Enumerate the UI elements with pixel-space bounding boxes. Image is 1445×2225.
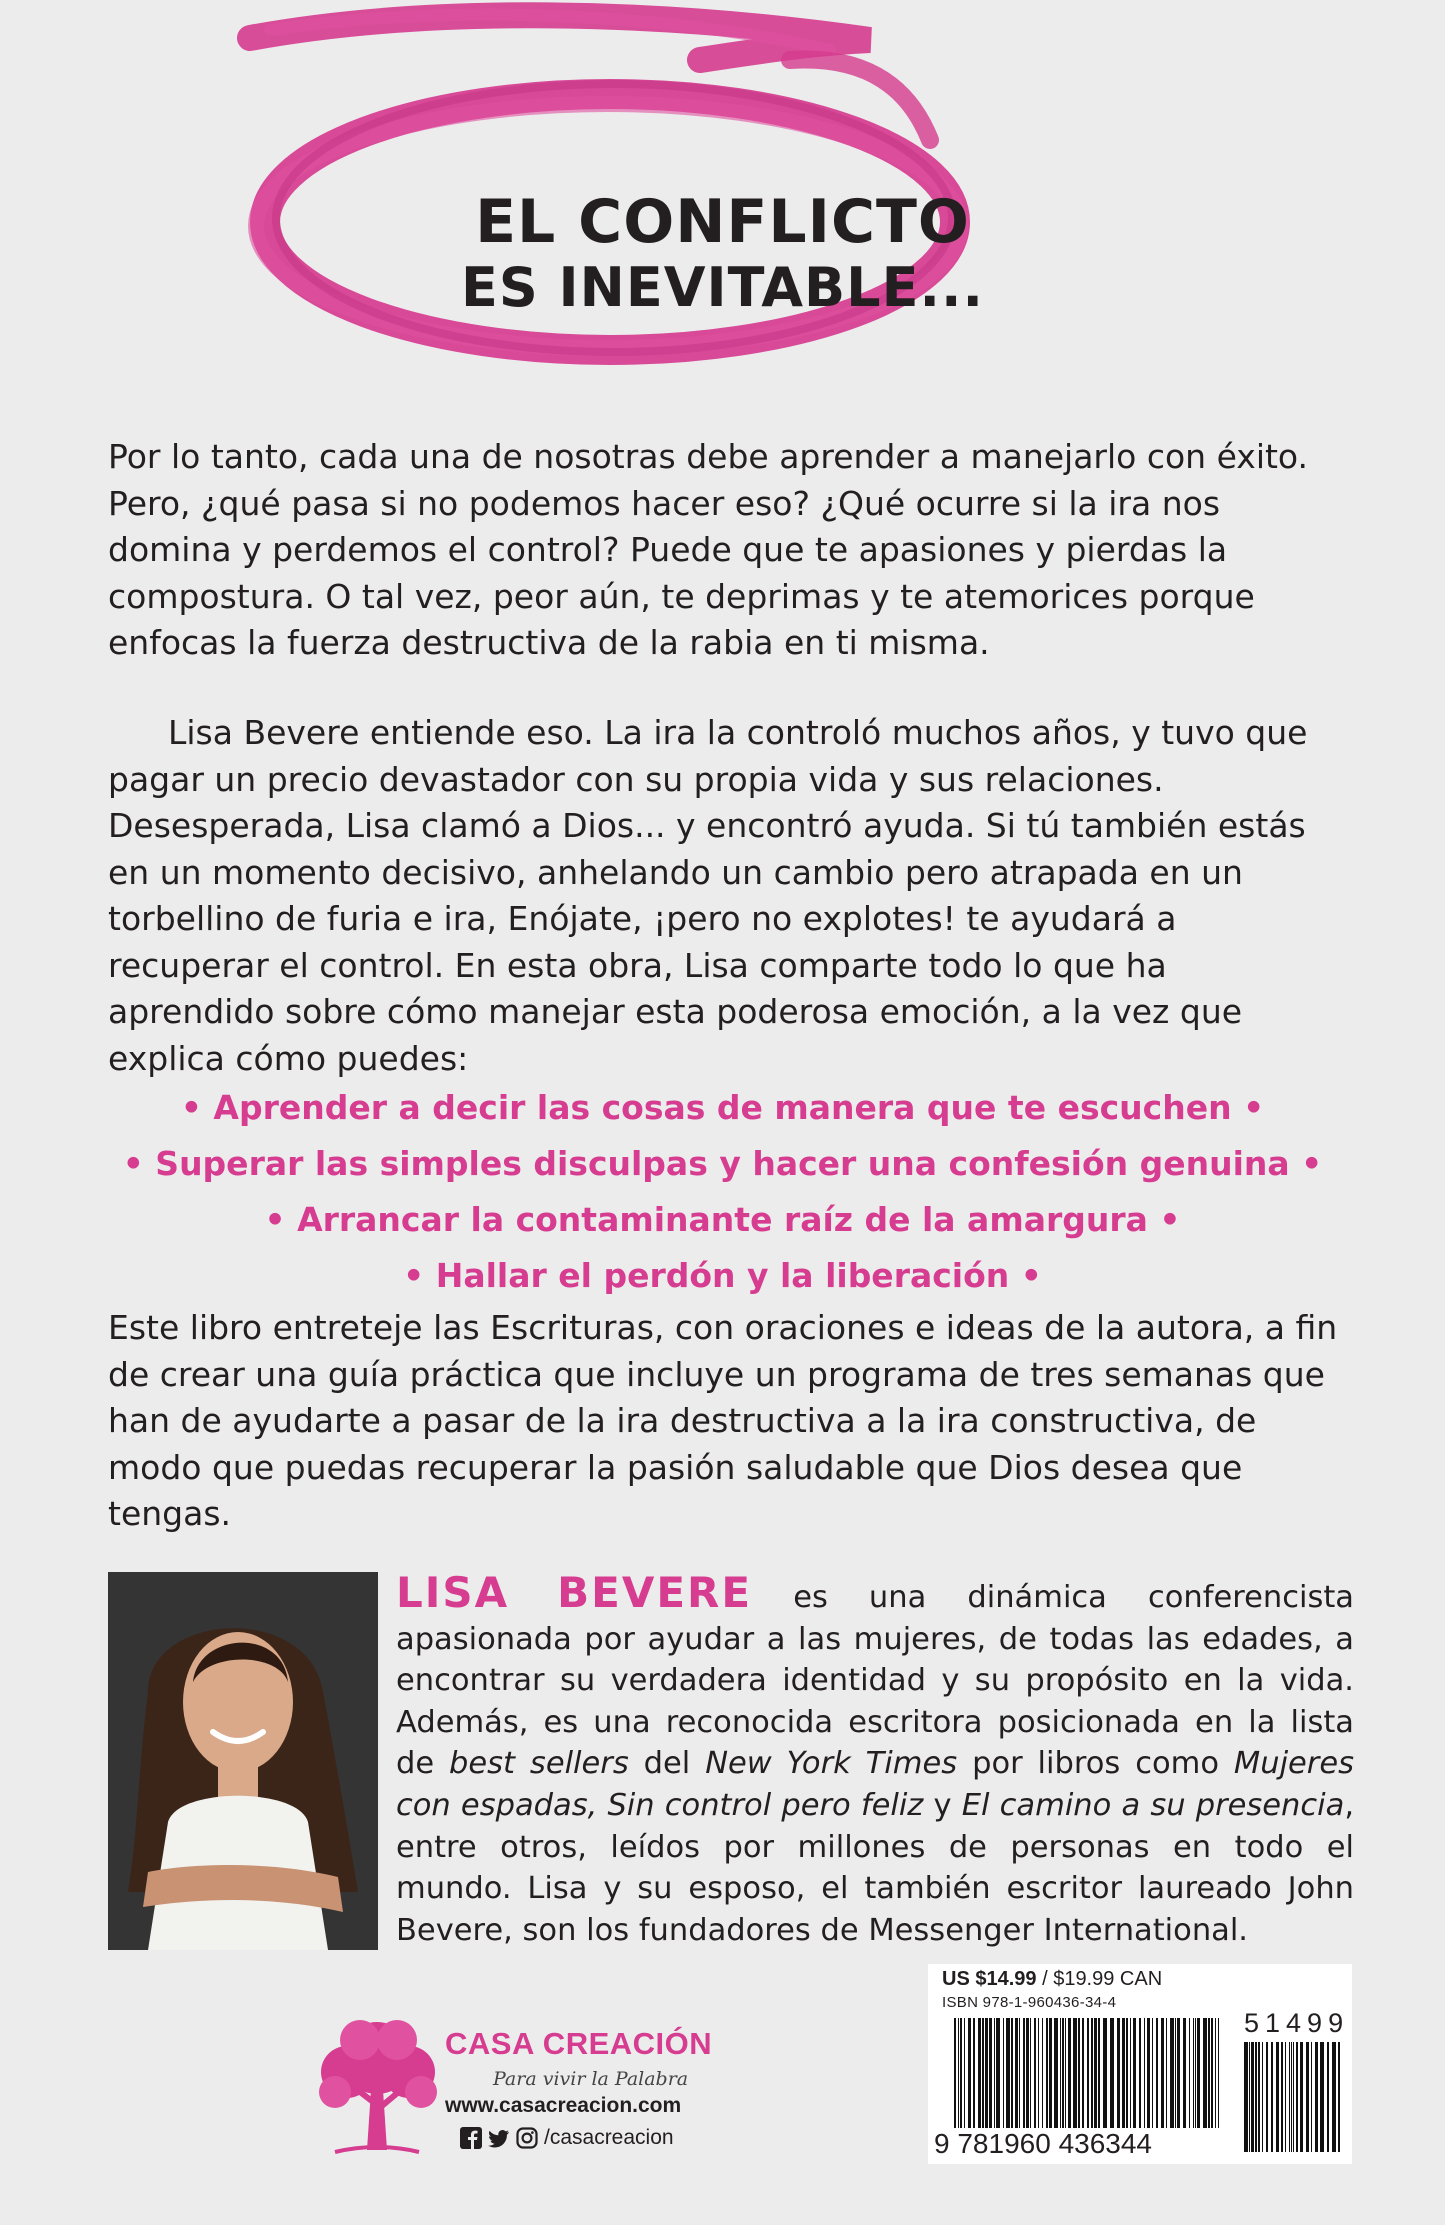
tree-icon [315, 2010, 440, 2160]
bullet-item: • Hallar el perdón y la liberación • [403, 1256, 1042, 1295]
author-photo [108, 1572, 378, 1950]
bio-best-sellers: best sellers [449, 1746, 629, 1782]
barcode-digits: 9 781960 436344 [934, 2128, 1152, 2159]
bio-book-1: Mujeres con espadas, Sin control pero feliz [396, 1746, 1355, 1823]
publisher-logo [315, 2010, 745, 2160]
author-name: LISA BEVERE [396, 1568, 753, 1617]
price-can: / $19.99 CAN [1042, 1968, 1163, 1990]
facebook-icon[interactable] [460, 2127, 482, 2149]
publisher-name: CASA CREACIÓN [445, 2026, 713, 2061]
paragraph-2-text: Lisa Bevere entiende eso. La ira la controló muchos años, y tuvo que pagar un precio devastador con su propia vida y sus relaciones. Desesperada, Lisa clamó a Dios... y encontró ayuda. Si tú también estás en un momento decisivo, anhelando un cambio pero atrapada en un torbellino de furia e ira, Enójate, ¡pero no explotes! te ayudará a recuperar el control. En esta obra, Lisa comparte todo lo que ha aprendido sobre cómo manejar esta poderosa emoción, a la vez que explica cómo puedes: [108, 713, 1308, 1078]
publisher-social [460, 2124, 674, 2152]
social-handle: /casacreacion [544, 2126, 674, 2149]
headline [0, 188, 1445, 320]
instagram-icon[interactable] [516, 2127, 538, 2149]
bullet-list [0, 1080, 1445, 1304]
bio-text-1: es una dinámica conferencista apasionada por ayudar a las mujeres, de todas las edades, a encontrar su verdadera identidad y su propósito en la vida. Además, es una reconocida escritora posicionada en la lista de [396, 1580, 1354, 1782]
paragraph-2 [108, 710, 1338, 1082]
intro-paragraph: Por lo tanto, cada una de nosotras debe aprender a manejarlo con éxito. Pero, ¿qué pasa si no podemos hacer eso? ¿Qué ocurre si la ira nos domina y perdemos el control? Puede que te apasiones y pierdas la compostura. O tal vez, peor aún, te deprimas y te atemorices porque enfocas la fuerza destructiva de la rabia en ti misma. [108, 437, 1309, 662]
bullet-item: • Aprender a decir las cosas de manera que te escuchen • [180, 1088, 1265, 1127]
bio-text-del: del [643, 1746, 691, 1782]
barcode-box [928, 1964, 1352, 2164]
price-us: US $14.99 [942, 1968, 1037, 1990]
twitter-icon[interactable] [488, 2127, 510, 2149]
bullet-item: • Superar las simples disculpas y hacer una confesión genuina • [122, 1144, 1323, 1183]
bio-text-y: y [933, 1787, 952, 1823]
headline-line-2: ES INEVITABLE... [460, 256, 985, 319]
addon-digits: 51499 [1244, 2008, 1350, 2038]
bullet-item: • Arrancar la contaminante raíz de la amargura • [264, 1200, 1181, 1239]
bio-book-2: El camino a su presencia [961, 1787, 1345, 1823]
bio-text-por: por libros como [972, 1746, 1219, 1782]
isbn-label: ISBN 978-1-960436-34-4 [942, 1994, 1117, 2011]
paragraph-3: Este libro entreteje las Escrituras, con oraciones e ideas de la autora, a fin de crear una guía práctica que incluye un programa de tres semanas que han de ayudarte a pasar de la ira destructiva a la ira constructiva, de modo que puedas recuperar la pasión saludable que Dios desea que tengas. [108, 1308, 1338, 1533]
price-label [942, 1968, 1162, 1991]
publisher-url[interactable]: www.casacreacion.com [445, 2094, 682, 2117]
headline-line-1: EL CONFLICTO [475, 187, 970, 257]
bio-text-2: , entre otros, leídos por millones de personas en todo el mundo. Lisa y su esposo, el también escritor laureado John Bevere, son los fundadores de Messenger International. [396, 1787, 1355, 1948]
author-bio [396, 1568, 1355, 1951]
publisher-tagline: Para vivir la Palabra [493, 2068, 689, 2090]
bio-nyt: New York Times [705, 1746, 958, 1782]
